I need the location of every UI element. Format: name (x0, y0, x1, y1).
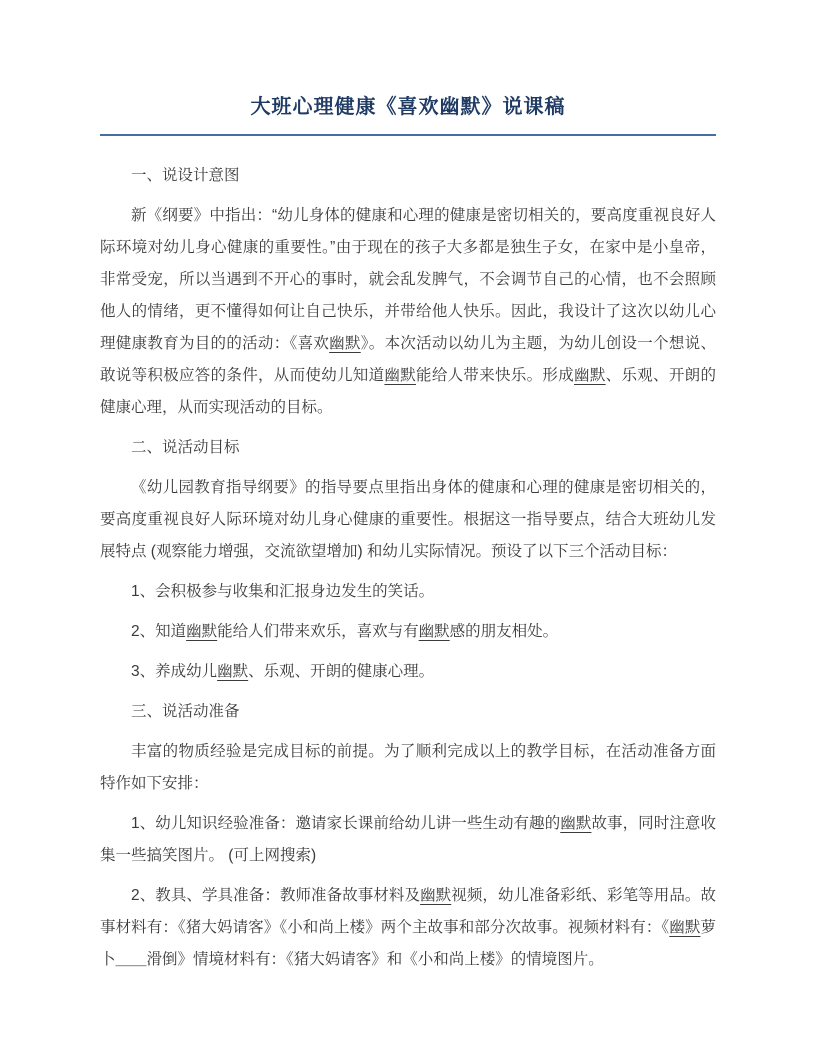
paragraph (100, 880, 716, 976)
text-run: 能给人们带来欢乐，喜欢与有 (217, 623, 419, 640)
paragraph (100, 576, 716, 608)
underlined-term: 幽默 (418, 623, 450, 640)
paragraph (100, 616, 716, 648)
text-run: 、乐观、开朗的健康心理。 (248, 663, 435, 680)
section-heading (100, 696, 716, 728)
underlined-term: 幽默 (186, 623, 218, 640)
text-run: 2、知道 (131, 623, 187, 640)
text-run: 新《纲要》中指出：“幼儿身体的健康和心理的健康是密切相关的，要高度重视良好人际环境对幼儿身心健康的重要性。”由于现在的孩子大多都是独生子女，在家中是小皇帝，非常受宠，所以当遇到不开心的事时，就会乱发脾气，不会调节自己的心情，也不会照顾他人的情绪，更不懂得如何让自己快乐，并带给他人快乐。因此，我设计了这次以幼儿心理健康教育为目的的活动：《喜欢 (100, 207, 716, 352)
text-run: 三、说活动准备 (131, 703, 240, 720)
paragraph (100, 808, 716, 872)
document-body (100, 160, 716, 976)
paragraph (100, 656, 716, 688)
text-run: 》。本次活动以幼儿为主题，为幼儿创设一个想说、敢说等积极应答的条件，从而使幼儿知道 (100, 335, 716, 384)
text-run: 1、会积极参与收集和汇报身边发生的笑话。 (131, 583, 435, 600)
paragraph (100, 736, 716, 800)
text-run: 二、说活动目标 (131, 439, 240, 456)
text-run: 感的朋友相处。 (449, 623, 559, 640)
paragraph (100, 200, 716, 424)
text-run: 萝卜＿＿滑倒》情境材料有：《猪大妈请客》和《小和尚上楼》的情境图片。 (100, 919, 716, 968)
underlined-term: 幽默 (329, 335, 361, 352)
text-run: 2、教具、学具准备：教师准备故事材料及 (131, 887, 421, 904)
text-run: 能给人带来快乐。形成 (416, 367, 575, 384)
paragraph (100, 472, 716, 568)
section-heading (100, 432, 716, 464)
underlined-term: 幽默 (420, 887, 452, 904)
text-run: 1、幼儿知识经验准备：邀请家长课前给幼儿讲一些生动有趣的 (131, 815, 561, 832)
document-title: 大班心理健康《喜欢幽默》说课稿 (250, 96, 566, 118)
underlined-term: 幽默 (669, 919, 701, 936)
section-heading (100, 160, 716, 192)
title-divider (100, 134, 716, 136)
text-run: 丰富的物质经验是完成目标的前提。为了顺利完成以上的教学目标，在活动准备方面特作如下安排： (100, 743, 716, 792)
text-run: 3、养成幼儿 (131, 663, 218, 680)
text-run: 故事，同时注意收集一些搞笑图片。 (可上网搜索) (100, 815, 716, 864)
underlined-term: 幽默 (560, 815, 592, 832)
text-run: 、乐观、开朗的健康心理，从而实现活动的目标。 (100, 367, 716, 416)
underlined-term: 幽默 (217, 663, 249, 680)
underlined-term: 幽默 (574, 367, 606, 384)
text-run: 《幼儿园教育指导纲要》的指导要点里指出身体的健康和心理的健康是密切相关的，要高度重视良好人际环境对幼儿身心健康的重要性。根据这一指导要点，结合大班幼儿发展特点 (观察能力增强，交流欲望增加) 和幼儿实际情况。预设了以下三个活动目标： (100, 479, 716, 560)
text-run: 视频，幼儿准备彩纸、彩笔等用品。故事材料有：《猪大妈请客》《小和尚上楼》两个主故事和部分次故事。视频材料有：《 (100, 887, 716, 936)
text-run: 一、说设计意图 (131, 167, 240, 184)
underlined-term: 幽默 (384, 367, 417, 384)
